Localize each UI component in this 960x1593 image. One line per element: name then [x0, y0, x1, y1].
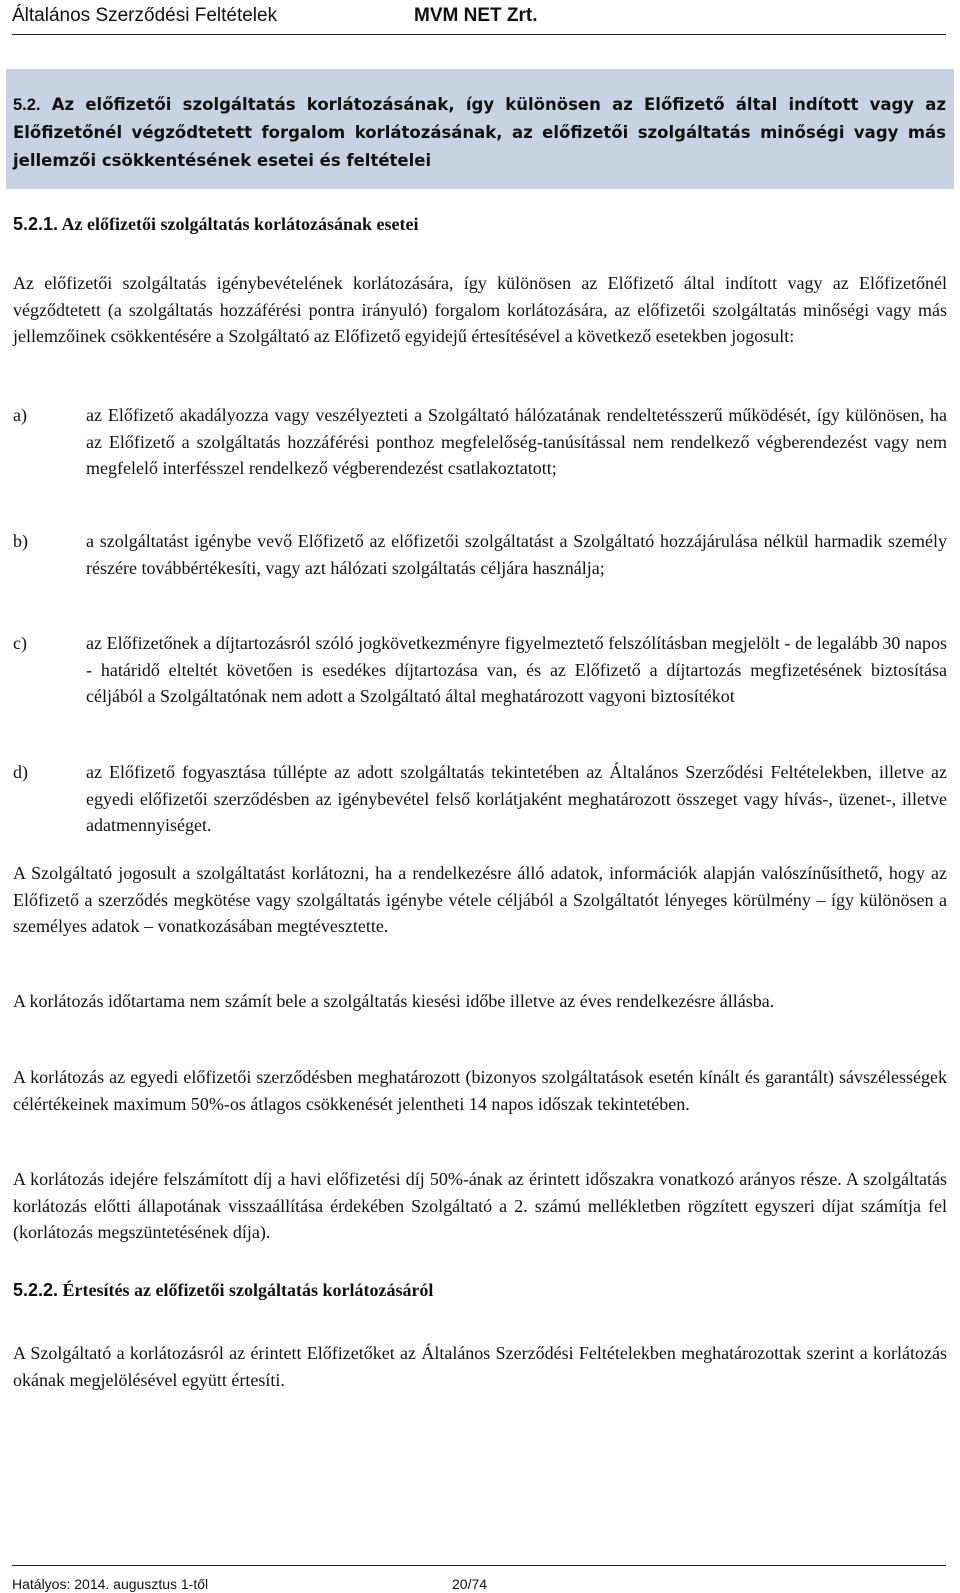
- page-number: 20/74: [452, 1576, 488, 1592]
- list-marker: a): [13, 405, 27, 425]
- document-title: Általános Szerződési Feltételek: [12, 5, 278, 26]
- list-marker: c): [13, 633, 27, 653]
- page-footer: [12, 1565, 946, 1592]
- section-number: 5.2.: [13, 96, 41, 114]
- subsection-heading-2: [13, 1277, 947, 1304]
- list-marker: b): [13, 531, 28, 551]
- effective-date: Hatályos: 2014. augusztus 1-től: [12, 1576, 209, 1592]
- subsection-number: 5.2.2.: [13, 1280, 59, 1300]
- section-heading: [6, 69, 954, 189]
- subsection-heading-1: [13, 211, 947, 238]
- list-marker: d): [13, 762, 28, 782]
- list-item-text: az Előfizető fogyasztása túllépte az adott szolgáltatás tekintetében az Általános Szerződési Feltételekben, illetve az egyedi előfizetői szerződésben az igénybevétel felső korlátjaként meghatározott összeget vagy hívás-, üzenet-, illetve adatmennyiséget.: [86, 762, 947, 835]
- paragraph: A korlátozás időtartama nem számít bele a szolgáltatás kiesési időbe illetve az éves rendelkezésre állásba.: [13, 991, 775, 1011]
- subsection-title: Az előfizetői szolgáltatás korlátozásának esetei: [61, 214, 419, 234]
- list-item-text: az Előfizető akadályozza vagy veszélyezteti a Szolgáltató hálózatának rendeltetésszerű működését, így különösen, ha az Előfizető a szolgáltatás hozzáférési ponthoz megfelelőség-tanúsítással nem rendelkező végberendezést vagy nem megfelelő interfésszel rendelkező végberendezést csatlakoztatott;: [86, 405, 947, 478]
- page-header: [12, 0, 946, 35]
- subsection-title: Értesítés az előfizetői szolgáltatás korlátozásáról: [62, 1280, 434, 1300]
- subsection-number: 5.2.1.: [13, 214, 59, 234]
- intro-paragraph: Az előfizetői szolgáltatás igénybevételének korlátozására, így különösen az Előfizető által indított vagy az Előfizetőnél végződtetett (a szolgáltatás hozzáférési pontra irányuló) forgalom korlátozására, az előfizetői szolgáltatás minőségi vagy más jellemzőinek csökkentésére a Szolgáltató az Előfizető egyidejű értesítésével a következő esetekben jogosult:: [13, 273, 947, 346]
- paragraph: A korlátozás az egyedi előfizetői szerződésben meghatározott (bizonyos szolgáltatások esetén kínált és garantált) sávszélességek célértékeinek maximum 50%-os átlagos csökkenését jelentheti 14 napos időszak tekintetében.: [13, 1067, 947, 1114]
- list-item-text: a szolgáltatást igénybe vevő Előfizető az előfizetői szolgáltatást a Szolgáltató hozzájárulása nélkül harmadik személy részére továbbértékesíti, vagy azt hálózati szolgáltatás céljára használja;: [86, 531, 947, 578]
- list-item-text: az Előfizetőnek a díjtartozásról szóló jogkövetkezményre figyelmeztető felszólításban megjelölt - de legalább 30 napos - határidő elteltét követően is esedékes díjtartozása van, és az Előfizető a díjtartozás megfizetésének biztosítása céljából a Szolgáltatónak nem adott a Szolgáltató által meghatározott vagyoni biztosítékot: [86, 633, 947, 706]
- section-title: Az előfizetői szolgáltatás korlátozásának, így különösen az Előfizető által indított vagy az Előfizetőnél végződtetett forgalom korlátozásának, az előfizetői szolgáltatás minőségi vagy más jellemzői csökkentésének esetei és feltételei: [13, 95, 946, 170]
- closing-paragraph: A Szolgáltató a korlátozásról az érintett Előfizetőket az Általános Szerződési Feltételekben meghatározottak szerint a korlátozás okának megjelölésével együtt értesíti.: [13, 1343, 947, 1390]
- paragraph: A korlátozás idejére felszámított díj a havi előfizetési díj 50%-ának az érintett időszakra vonatkozó arányos része. A szolgáltatás korlátozás előtti állapotának visszaállítása érdekében Szolgáltató a 2. számú mellékletben rögzített egyszeri díjat számítja fel (korlátozás megszüntetésének díja).: [13, 1169, 947, 1242]
- company-name: MVM NET Zrt.: [414, 5, 538, 26]
- paragraph: A Szolgáltató jogosult a szolgáltatást korlátozni, ha a rendelkezésre álló adatok, információk alapján valószínűsíthető, hogy az Előfizető a szerződés megkötése vagy szolgáltatás igénybe vétele céljából a Szolgáltatót lényeges körülmény – így különösen a személyes adatok – vonatkozásában megtévesztette.: [13, 863, 947, 936]
